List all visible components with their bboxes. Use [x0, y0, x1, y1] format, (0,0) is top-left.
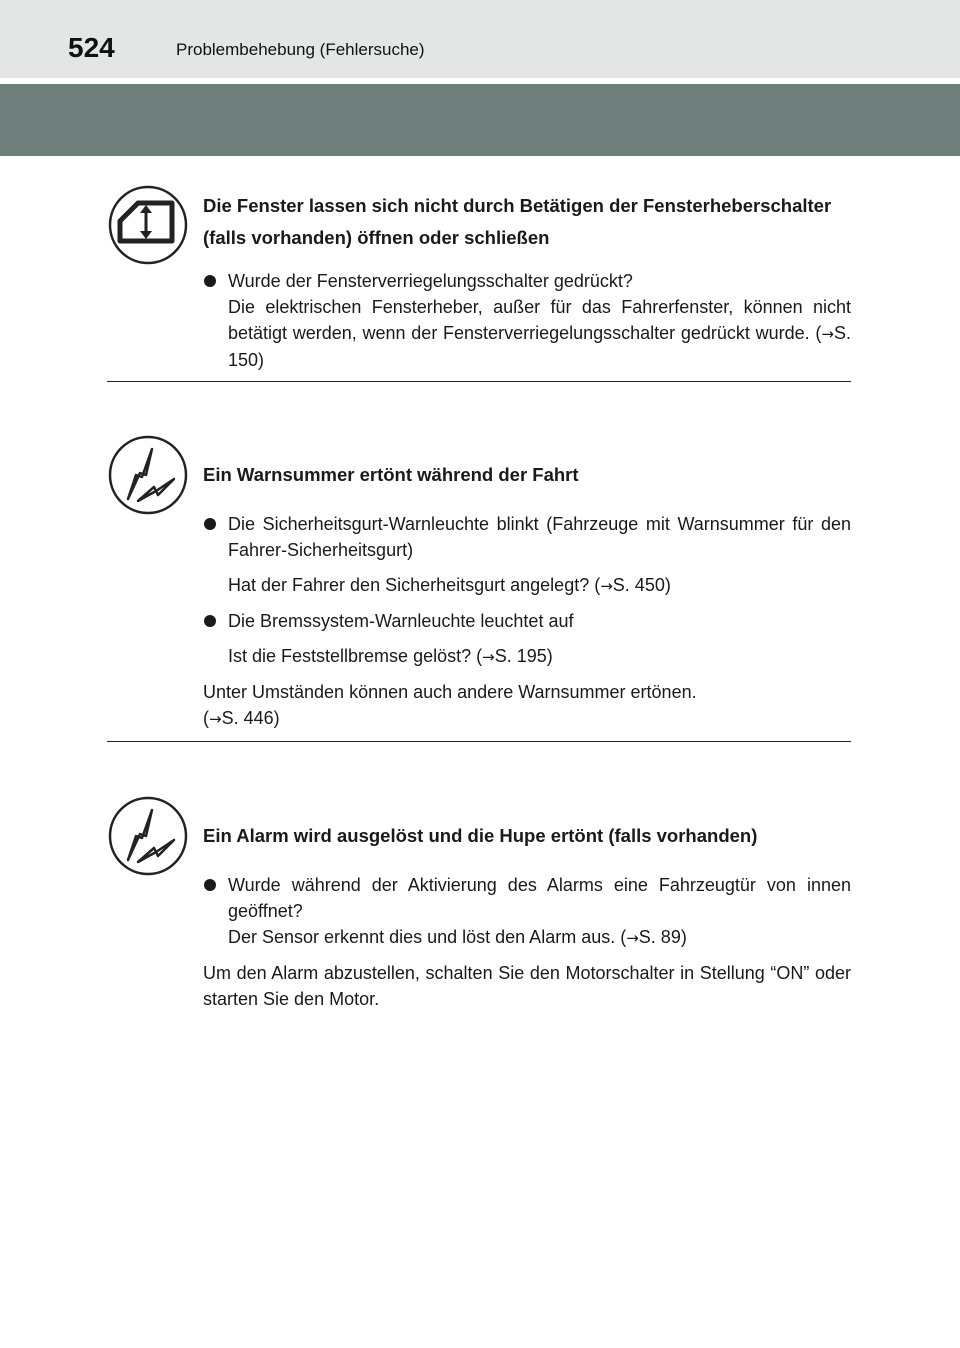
- arrow-icon: →: [821, 325, 834, 343]
- section-divider: [107, 741, 851, 742]
- arrow-icon: →: [600, 577, 613, 595]
- arrow-icon: →: [626, 929, 639, 947]
- section-heading: Ein Warnsummer ertönt während der Fahrt: [203, 464, 579, 485]
- page-ref: S. 195): [494, 646, 553, 666]
- bullet-detail: [203, 572, 851, 599]
- arrow-icon: →: [482, 648, 495, 666]
- buzzer-icon: [108, 435, 188, 515]
- page-ref: S. 150): [228, 323, 851, 370]
- page-header: [0, 0, 960, 78]
- bullet-question: Die Sicherheitsgurt-Warnleuchte blinkt (Fahrzeuge mit Warnsummer für den Fahrer-Sicherheitsgurt): [203, 511, 851, 563]
- bullet-detail: [203, 643, 851, 670]
- detail-text: Ist die Feststellbremse gelöst? (: [228, 646, 483, 666]
- power-window-icon: [108, 185, 188, 265]
- page-ref: S. 450): [612, 575, 671, 595]
- bullet-question: Wurde der Fensterverriegelungsschalter gedrückt?: [203, 268, 851, 294]
- detail-text: Der Sensor erkennt dies und löst den Alarm aus. (: [228, 927, 627, 947]
- bullet-question: Wurde während der Aktivierung des Alarms eine Fahrzeugtür von innen geöffnet?: [203, 872, 851, 924]
- alarm-icon: [108, 796, 188, 876]
- detail-text: Hat der Fahrer den Sicherheitsgurt angelegt? (: [228, 575, 601, 595]
- bullet-question: Die Bremssystem-Warnleuchte leuchtet auf: [203, 608, 851, 634]
- chapter-title: Problembehebung (Fehlersuche): [176, 40, 425, 59]
- detail-text: Die elektrischen Fensterheber, außer für das Fahrerfenster, können nicht betätigt werden, wenn der Fensterverriegelungsschalter gedrückt wurde. (: [228, 297, 851, 343]
- section-note: Unter Umständen können auch andere Warnsummer ertönen. (→S. 446): [203, 682, 697, 728]
- bullet-detail: [203, 924, 851, 951]
- section-content: [203, 820, 851, 1012]
- section-content: [203, 190, 851, 373]
- section-divider: [107, 381, 851, 382]
- page-number: 524: [68, 32, 115, 63]
- bullet-detail: [203, 294, 851, 373]
- section-content: [203, 459, 851, 732]
- note-text: Unter Umständen können auch andere Warnsummer ertönen.: [203, 682, 697, 702]
- header-band: [0, 84, 960, 156]
- section-heading: Ein Alarm wird ausgelöst und die Hupe ertönt (falls vorhanden): [203, 825, 758, 846]
- section-note: Um den Alarm abzustellen, schalten Sie den Motorschalter in Stellung “ON” oder starten Sie den Motor.: [203, 963, 851, 1009]
- section-heading: Die Fenster lassen sich nicht durch Betätigen der Fensterheberschalter (falls vorhanden) öffnen oder schließen: [203, 195, 832, 248]
- page-ref: S. 446): [221, 708, 280, 728]
- page-ref: S. 89): [638, 927, 687, 947]
- arrow-icon: →: [209, 710, 222, 728]
